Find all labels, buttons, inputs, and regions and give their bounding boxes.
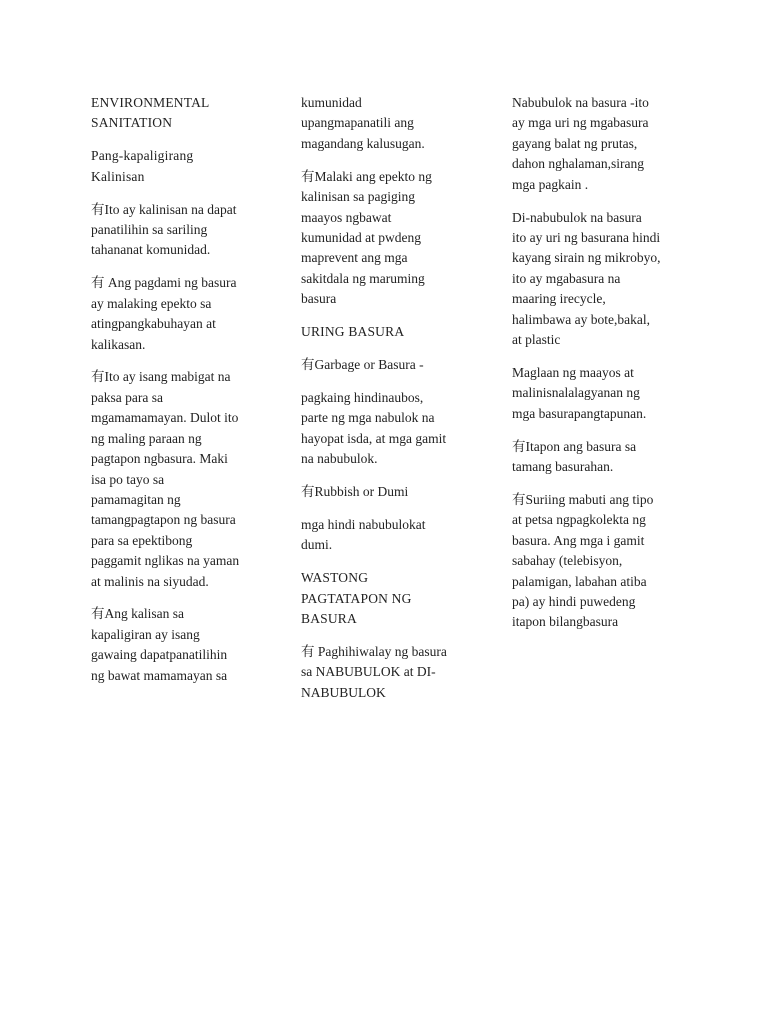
- paragraph: 有 Paghihiwalay ng basura sa NABUBULOK at DI- NABUBULOK: [301, 643, 447, 700]
- paragraph: 有Malaki ang epekto ng kalinisan sa pagiging maayos ngbawat kumunidad at pwdeng maprevent ang mga sakitdala ng maruming basura: [301, 168, 432, 307]
- paragraph: 有Ang kalisan sa kapaligiran ay isang gawaing dapatpanatilihin ng bawat mamamayan sa: [91, 606, 228, 683]
- paragraph: kumunidad upangmapanatili ang magandang kalusugan.: [301, 95, 425, 151]
- section-heading-uring-basura: URING BASURA: [301, 324, 405, 340]
- paragraph: 有Itapon ang basura sa tamang basurahan.: [512, 438, 637, 474]
- document-subtitle: Pang-kapaligirang Kalinisan: [91, 148, 194, 184]
- paragraph: 有Rubbish or Dumi: [301, 484, 409, 499]
- text-column-3: [512, 93, 684, 645]
- text-column-2: [301, 93, 471, 716]
- paragraph: pagkaing hindinaubos, parte ng mga nabulok na hayopat isda, at mga gamit na nabubulok.: [301, 389, 447, 467]
- paragraph: 有Garbage or Basura -: [301, 356, 424, 372]
- text-column-1: [91, 93, 263, 699]
- paragraph: 有Ito ay isang mabigat na paksa para sa mgamamamayan. Dulot ito ng maling paraan ng pagtapon ngbasura. Maki isa po tayo sa pamamagitan ng tamangpagtapon ng basura para sa epektibong paggamit nglikas na yaman at malinis na siyudad.: [91, 369, 240, 589]
- paragraph: Maglaan ng maayos at malinisnalalagyanan ng mga basurapangtapunan.: [512, 364, 647, 421]
- paragraph: 有Suriing mabuti ang tipo at petsa ngpagkolekta ng basura. Ang mga i gamit sabahay (telebisyon, palamigan, labahan atiba pa) ay hindi puwedeng itapon bilangbasura: [512, 491, 654, 630]
- paragraph: 有Ito ay kalinisan na dapat panatilihin sa sariling tahananat komunidad.: [91, 201, 237, 258]
- document-title: ENVIRONMENTAL SANITATION: [91, 95, 210, 131]
- paragraph: mga hindi nabubulokat dumi.: [301, 516, 426, 553]
- paragraph: 有 Ang pagdami ng basura ay malaking epekto sa atingpangkabuhayan at kalikasan.: [91, 275, 237, 352]
- paragraph: Nabubulok na basura -ito ay mga uri ng mgabasura gayang balat ng prutas, dahon nghalaman,sirang mga pagkain .: [512, 95, 649, 192]
- paragraph: Di-nabubulok na basura ito ay uri ng basurana hindi kayang sirain ng mikrobyo, ito ay mgabasura na maaring irecycle, halimbawa ay bote,bakal, at plastic: [512, 209, 661, 347]
- section-heading-wastong-pagtatapon: WASTONG PAGTATAPON NG BASURA: [301, 570, 412, 627]
